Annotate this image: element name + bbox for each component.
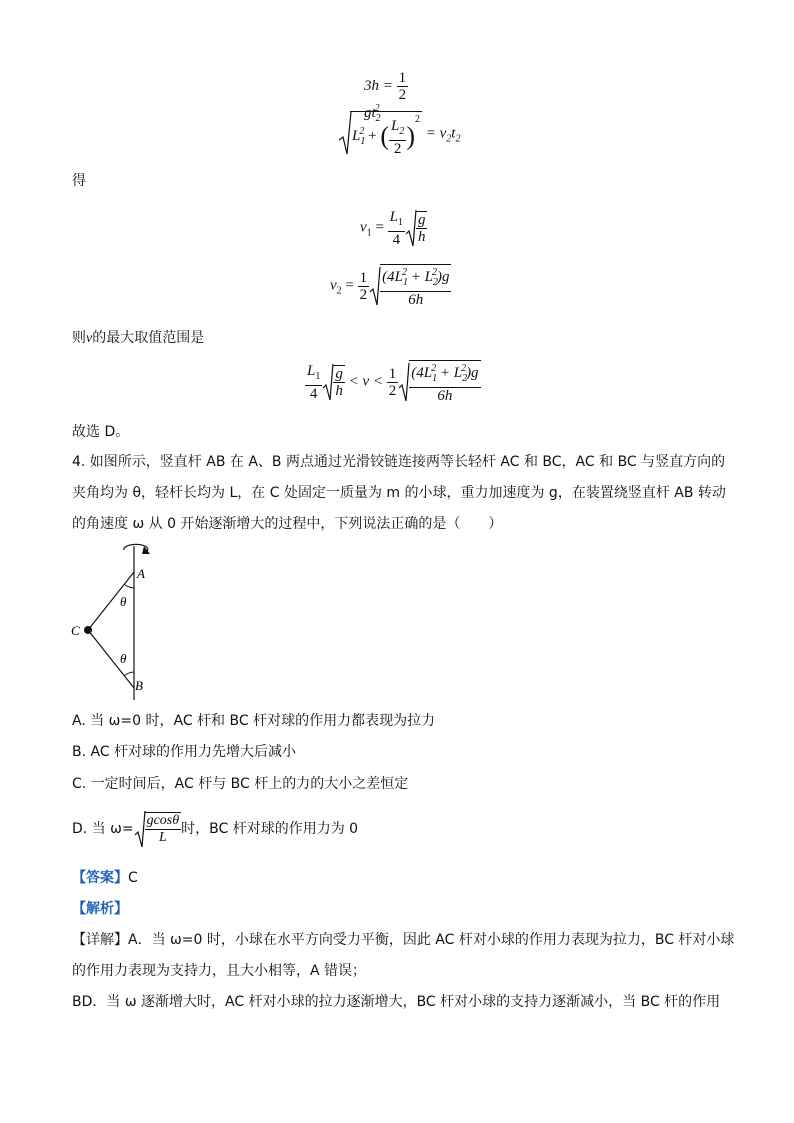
answer-value: C [128, 870, 138, 886]
eq2-sup: 2 [415, 114, 420, 126]
eq1-rhs-sup: 2 [374, 103, 380, 114]
range-pre: 则 [72, 330, 86, 346]
eq5-fraction [305, 363, 322, 402]
eq2-den: 2 [393, 140, 402, 157]
equation-range [305, 360, 481, 404]
eq2-term1-sub: 1 [360, 136, 366, 148]
eq2-term1-sup: 2 [359, 126, 365, 138]
eq5-coef-fraction [387, 366, 399, 399]
eq3-root-fraction [416, 211, 428, 245]
question-line-2: 夹角均为 θ，轻杆长均为 L，在 C 处固定一质量为 m 的小球，重力加速度为 g，在装置绕竖直杆 AB 转动 [72, 485, 726, 501]
range-text [72, 328, 204, 349]
option-d-pre: D. 当 ω= [72, 821, 134, 837]
eq2-t: t [451, 125, 456, 142]
eq3-eq: = [375, 219, 384, 236]
eq5-r2-num-b: + L [436, 365, 463, 381]
eq5-sup-1: 2 [431, 363, 437, 374]
eq2-rhs-sub: 2 [446, 133, 452, 145]
eq4-root-num-b: + L [406, 269, 433, 285]
eq5-r2-num-c: )g [466, 365, 479, 381]
equation-v1 [360, 208, 427, 248]
eq4-sub-2: 2 [432, 277, 438, 288]
eq5-num: L [307, 362, 316, 379]
eq2-num-sub: 2 [399, 125, 405, 137]
option-d [72, 809, 358, 849]
theta-bottom: θ [120, 651, 127, 666]
eq2-fraction [389, 118, 406, 157]
eq4-root-fraction [380, 264, 451, 308]
option-d-num: gcosθ [146, 813, 180, 828]
choose-text: 故选 D。 [72, 424, 130, 440]
eq5-num-sub: 1 [315, 370, 321, 382]
eq1-rhs: gt [364, 105, 376, 121]
eq4-sup-2: 2 [431, 267, 437, 278]
eq4-fraction [358, 270, 370, 303]
option-c: C. 一定时间后，AC 杆与 BC 杆上的力的大小之差恒定 [72, 776, 409, 792]
eq3-root-den: h [417, 229, 426, 245]
eq5-root-fraction-1 [333, 365, 345, 399]
eq4-lhs: v [330, 277, 337, 294]
eq1-coef-num: 1 [398, 70, 407, 86]
eq4-root-num-a: (4L [382, 269, 403, 285]
label-c: C [71, 623, 80, 638]
eq5-r2-num-a: (4L [411, 365, 433, 381]
eq4-root-den: 6h [408, 292, 424, 308]
eq4-root-num-c: )g [436, 269, 450, 285]
rod-bc [88, 630, 134, 688]
eq2-num: L [390, 117, 400, 134]
eq3-fraction [388, 209, 405, 248]
eq5-r2-den: 6h [437, 388, 453, 404]
eq2-plus: + [368, 128, 377, 145]
analysis-tag: 【解析】 [72, 901, 128, 917]
range-post: 的最大取值范围是 [92, 330, 205, 346]
answer-tag: 【答案】 [72, 870, 128, 886]
question-line-3: 的角速度 ω 从 0 开始逐渐增大的过程中，下列说法正确的是（ ） [72, 516, 503, 532]
eq5-mid: < v < [348, 373, 383, 390]
option-d-den: L [158, 830, 167, 845]
eq3-num-sub: 1 [397, 216, 403, 228]
eq4-eq: = [345, 277, 354, 294]
eq4-sub-1: 1 [402, 277, 408, 288]
eq2-rhs: = v [425, 125, 447, 142]
eq5-coef-num: 1 [388, 365, 397, 382]
eq5-coef-den: 2 [388, 382, 397, 399]
eq5-sub-1: 1 [432, 373, 438, 384]
option-d-post: 时，BC 杆对球的作用力为 0 [181, 821, 359, 837]
equation-distance: $L_1^2$ + ( $\frac{L_2}{2}$ )$^2 = v_2t_2$ [338, 110, 460, 158]
eq5-root-den: h [335, 383, 343, 399]
option-d-fraction [145, 812, 182, 846]
eq2-term1: L [352, 128, 361, 145]
eq5-root-fraction-2 [409, 360, 480, 404]
detail-line-2: 的作用力表现为支持力，且大小相等，A 错误； [72, 963, 367, 979]
eq4-den: 2 [359, 286, 368, 303]
analysis-line [72, 899, 128, 919]
eq4-lhs-sub: 2 [336, 285, 342, 297]
theta-top: θ [120, 594, 127, 609]
detail-line-3: BD．当 ω 逐渐增大时，AC 杆对小球的拉力逐渐增大，BC 杆对小球的支持力逐渐减小，当 BC 杆的作用 [72, 994, 721, 1010]
rod-ac [88, 572, 134, 630]
eq1-coef-den: 2 [398, 87, 407, 103]
eq3-root-num: g [417, 212, 426, 228]
eq3-num: L [389, 208, 398, 225]
angle-arc-top [124, 584, 134, 588]
question-line-1: 4. 如图所示，竖直杆 AB 在 A、B 两点通过光滑铰链连接两等长轻杆 AC 和 BC，AC 和 BC 与竖直方向的 [72, 454, 726, 470]
eq1-lhs: 3h = [364, 77, 393, 94]
eq1-fraction [397, 70, 409, 103]
eq4-sup-1: 2 [401, 267, 407, 278]
equation-v2 [330, 264, 451, 308]
label-a: A [137, 566, 145, 581]
ball-c-icon [84, 626, 92, 634]
eq5-sup-2: 2 [461, 363, 467, 374]
eq3-den: 4 [392, 231, 401, 248]
eq2-t-sub: 2 [455, 133, 461, 145]
eq5-root-num: g [335, 366, 343, 382]
eq4-num: 1 [359, 269, 368, 286]
de-text: 得 [72, 173, 86, 189]
answer-line [72, 868, 138, 888]
eq1-rhs-sub: 2 [375, 113, 381, 124]
eq5-sub-2: 2 [462, 373, 468, 384]
option-a: A. 当 ω=0 时，AC 杆和 BC 杆对球的作用力都表现为拉力 [72, 713, 436, 729]
detail-line-1: 【详解】A．当 ω=0 时，小球在水平方向受力平衡，因此 AC 杆对小球的作用力表现为拉力，BC 杆对小球 [72, 932, 735, 948]
eq3-lhs: v [360, 219, 367, 236]
option-b: B. AC 杆对球的作用力先增大后减小 [72, 744, 297, 760]
range-v: v [86, 331, 93, 346]
label-b: B [135, 678, 143, 693]
rod-diagram [66, 540, 166, 705]
angle-arc-bottom [124, 672, 134, 676]
eq3-lhs-sub: 1 [366, 227, 372, 239]
eq5-den: 4 [309, 385, 318, 402]
